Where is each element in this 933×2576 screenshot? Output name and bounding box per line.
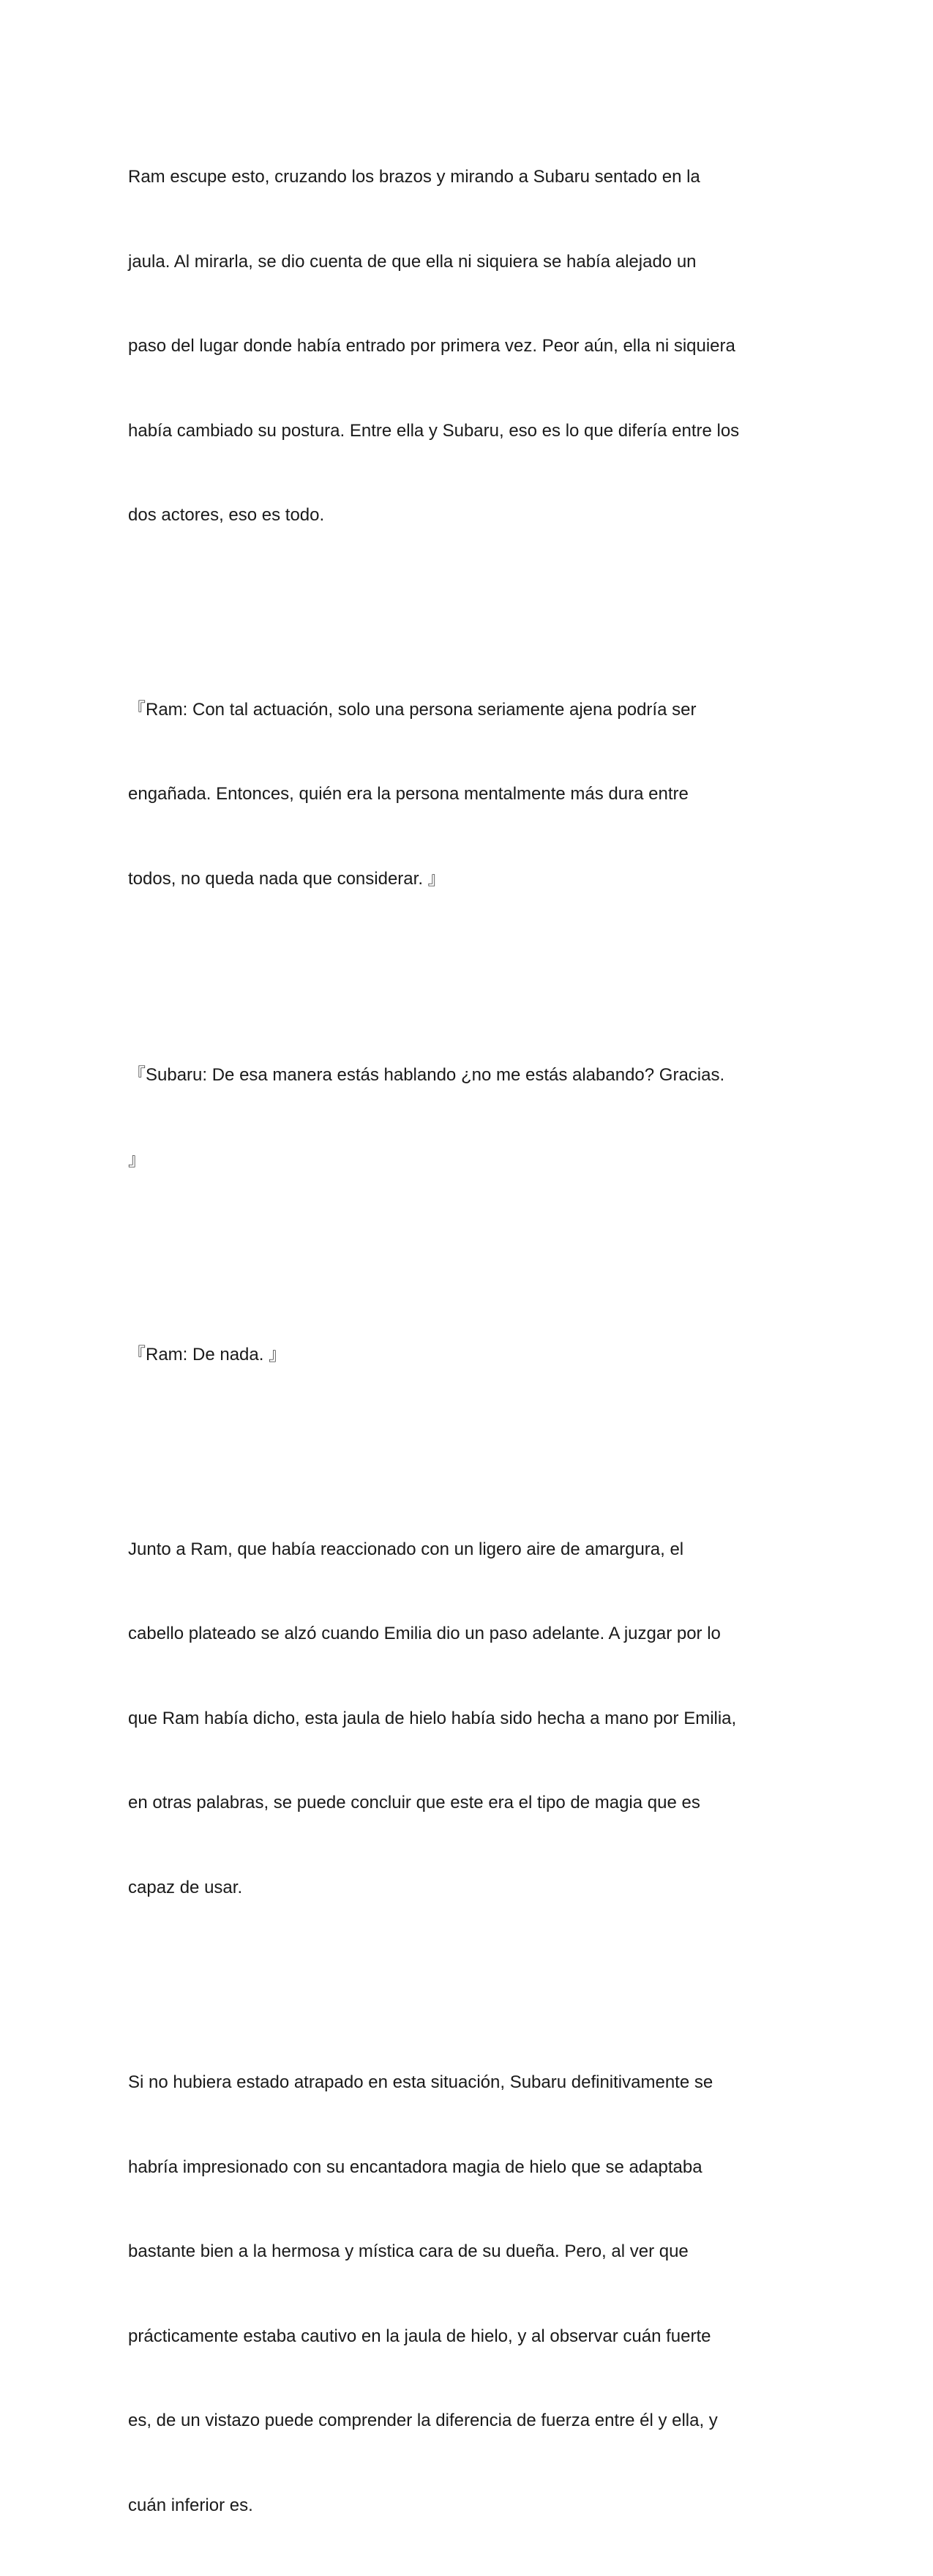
paragraph-narration-3 xyxy=(128,2012,801,2576)
text-line: 『Ram: Con tal actuación, solo una persona seriamente ajena podría ser xyxy=(128,699,697,720)
text-line: todos, no queda nada que considerar. 』 xyxy=(128,868,446,889)
paragraph-dialogue-ram-2 xyxy=(128,1285,801,1426)
text-line: dos actores, eso es todo. xyxy=(128,505,325,525)
text-line: Si no hubiera estado atrapado en esta situación, Subaru definitivamente se xyxy=(128,2072,713,2092)
text-line: habría impresionado con su encantadora magia de hielo que se adaptaba xyxy=(128,2157,702,2177)
text-line: es, de un vistazo puede comprender la diferencia de fuerza entre él y ella, y xyxy=(128,2411,718,2430)
text-line: paso del lugar donde había entrado por primera vez. Peor aún, ella ni siquiera xyxy=(128,336,735,356)
text-line: 』 xyxy=(128,1149,146,1170)
text-line: cuán inferior es. xyxy=(128,2495,253,2515)
paragraph-narration-1 xyxy=(128,107,801,586)
text-line: 『Subaru: De esa manera estás hablando ¿no me estás alabando? Gracias. xyxy=(128,1065,725,1085)
paragraph-dialogue-subaru xyxy=(128,1005,801,1231)
text-line: 『Ram: De nada. 』 xyxy=(128,1345,287,1364)
paragraph-dialogue-ram-1 xyxy=(128,640,801,950)
text-line: jaula. Al mirarla, se dio cuenta de que ella ni siquiera se había alejado un xyxy=(128,251,697,272)
paragraph-narration-2 xyxy=(128,1479,801,1959)
text-line: había cambiado su postura. Entre ella y Subaru, eso es lo que difería entre los xyxy=(128,420,740,441)
text-line: en otras palabras, se puede concluir que este era el tipo de magia que es xyxy=(128,1793,700,1812)
text-line: Junto a Ram, que había reaccionado con un ligero aire de amargura, el xyxy=(128,1539,684,1559)
document-body xyxy=(128,107,801,2576)
text-line: capaz de usar. xyxy=(128,1877,243,1897)
text-line: que Ram había dicho, esta jaula de hielo había sido hecha a mano por Emilia, xyxy=(128,1708,737,1728)
text-line: cabello plateado se alzó cuando Emilia dio un paso adelante. A juzgar por lo xyxy=(128,1624,721,1643)
text-line: Ram escupe esto, cruzando los brazos y mirando a Subaru sentado en la xyxy=(128,167,700,187)
text-line: engañada. Entonces, quién era la persona mentalmente más dura entre xyxy=(128,784,689,804)
text-line: prácticamente estaba cautivo en la jaula de hielo, y al observar cuán fuerte xyxy=(128,2326,711,2346)
text-line: bastante bien a la hermosa y mística cara de su dueña. Pero, al ver que xyxy=(128,2241,689,2261)
